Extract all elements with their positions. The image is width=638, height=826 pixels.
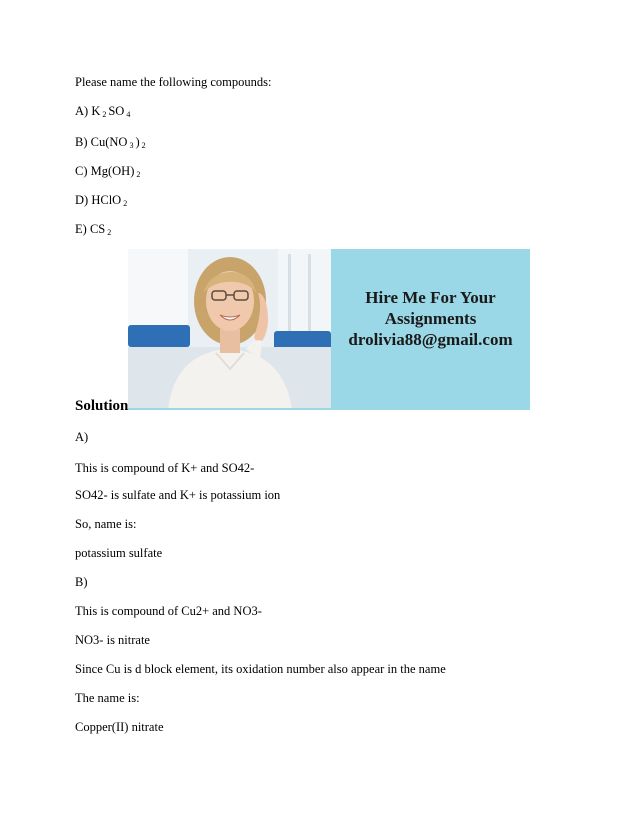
banner-photo [128,249,331,410]
compound-e [75,222,113,240]
woman-photo-illustration [128,249,331,410]
compound-b-close-sub: 2 [141,141,146,150]
compound-c-mg-sub: 2 [136,170,141,179]
compound-e-cs: CS [89,222,106,236]
compound-b-cu-sub: 3 [129,141,134,150]
banner-line-assignments: Assignments [384,309,477,328]
solution-line: NO3- is nitrate [75,633,150,647]
solution-line: Copper(II) nitrate [75,720,164,734]
solution-line: The name is: [75,691,140,705]
compound-a-k-sub: 2 [102,110,107,119]
compound-d-prefix: D) [75,193,92,207]
compound-a-so: SO [108,104,125,118]
solution-line: A) [75,430,89,444]
solution-line: Since Cu is d block element, its oxidation number also appear in the name [75,662,446,676]
banner-email[interactable]: drolivia88@gmail.com [348,330,513,349]
compound-b [75,135,148,153]
compound-b-close: ) [135,135,140,149]
compound-c [75,164,142,182]
compound-d-hclo: HClO [91,193,122,207]
solution-line: This is compound of Cu2+ and NO3- [75,604,262,618]
banner-underline-strip [128,408,530,410]
solution-line: B) [75,575,88,589]
compound-c-prefix: C) [75,164,91,178]
question-intro: Please name the following compounds: [75,75,272,89]
compound-b-prefix: B) [75,135,91,149]
solution-line: So, name is: [75,517,137,531]
solution-line: SO42- is sulfate and K+ is potassium ion [75,488,281,502]
compound-a [75,104,132,122]
banner-line-hire: Hire Me For Your [365,288,496,307]
compound-a-k: K [91,104,101,118]
compound-c-mg: Mg(OH) [90,164,135,178]
compound-a-prefix: A) [75,104,92,118]
compound-d-hclo-sub: 2 [123,199,128,208]
compound-e-prefix: E) [75,222,90,236]
solution-line: This is compound of K+ and SO42- [75,461,255,475]
solution-heading: Solution [75,398,129,414]
compound-b-cu: Cu(NO [90,135,128,149]
compound-e-cs-sub: 2 [107,228,112,237]
compound-a-so-sub: 4 [126,110,131,119]
compound-d [75,193,129,211]
ad-banner[interactable] [128,249,530,410]
solution-line: potassium sulfate [75,546,163,560]
banner-text [331,287,530,350]
banner-text-panel [331,249,530,410]
